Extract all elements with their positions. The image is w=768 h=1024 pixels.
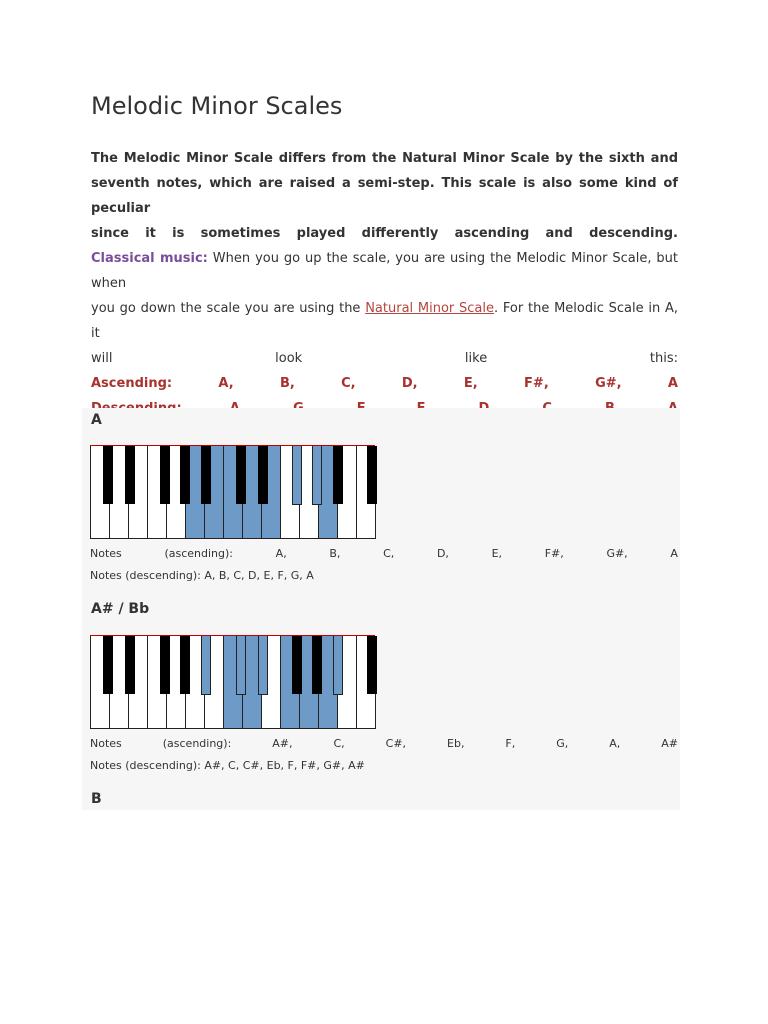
black-key xyxy=(180,636,190,694)
note: E, xyxy=(491,547,503,560)
classical-line-2 xyxy=(91,296,678,346)
black-key xyxy=(367,446,377,504)
note: B, xyxy=(279,376,295,391)
black-key xyxy=(201,446,211,504)
note: D, xyxy=(401,376,418,391)
black-key xyxy=(367,636,377,694)
note: A# xyxy=(661,737,678,750)
word: like xyxy=(464,351,488,366)
notes-descending: Notes (descending): A#, C, C#, Eb, F, F#, G#, A# xyxy=(90,759,365,772)
note: A, xyxy=(275,547,287,560)
black-key xyxy=(125,446,135,504)
note: G#, xyxy=(606,547,628,560)
black-key xyxy=(258,446,268,504)
classical-text-2b: . For the Melodic Scale in A, it xyxy=(91,301,678,341)
ascending-row xyxy=(91,371,678,396)
black-key-highlighted xyxy=(201,636,211,695)
black-key-highlighted xyxy=(258,636,268,695)
black-key xyxy=(160,446,170,504)
page-title: Melodic Minor Scales xyxy=(91,92,343,120)
note: F, xyxy=(505,737,516,750)
black-key xyxy=(103,636,113,694)
black-key xyxy=(103,446,113,504)
note: C, xyxy=(333,737,345,750)
intro-line-3: since it is sometimes played differently ascending and descending. xyxy=(91,226,678,241)
piano-keyboard-a-sharp xyxy=(90,635,375,729)
black-key xyxy=(312,636,322,694)
note: C#, xyxy=(385,737,407,750)
black-key xyxy=(180,446,190,504)
section-title-a-sharp: A# / Bb xyxy=(91,601,150,617)
note: B, xyxy=(329,547,341,560)
note: Eb, xyxy=(447,737,465,750)
note: A, xyxy=(609,737,621,750)
natural-minor-scale-link[interactable]: Natural Minor Scale xyxy=(365,301,495,316)
black-key xyxy=(125,636,135,694)
section-title-b: B xyxy=(91,791,102,807)
note: E, xyxy=(463,376,478,391)
note: F#, xyxy=(524,376,549,391)
notes-word: Notes xyxy=(90,547,122,560)
classical-line-3 xyxy=(91,346,678,371)
notes-block-a-sharp xyxy=(90,733,678,777)
classical-label: Classical music: xyxy=(91,251,208,266)
black-key-highlighted xyxy=(292,446,302,505)
word: will xyxy=(91,351,113,366)
note: A xyxy=(667,376,678,391)
black-key-highlighted xyxy=(312,446,322,505)
intro-paragraph xyxy=(91,146,678,246)
word: look xyxy=(275,351,303,366)
section-title-a: A xyxy=(91,412,102,428)
intro-line-1: The Melodic Minor Scale differs from the Natural Minor Scale by the sixth and xyxy=(91,151,678,166)
note: A xyxy=(670,547,678,560)
black-key-highlighted xyxy=(333,636,343,695)
notes-ascending-row xyxy=(90,733,678,755)
notes-descending: Notes (descending): A, B, C, D, E, F, G, A xyxy=(90,569,314,582)
piano-keyboard-a xyxy=(90,445,375,539)
notes-word: Notes xyxy=(90,737,122,750)
word: this: xyxy=(649,351,678,366)
classical-line-1 xyxy=(91,246,678,296)
note: G, xyxy=(556,737,569,750)
black-key xyxy=(292,636,302,694)
black-key xyxy=(333,446,343,504)
classical-text-2a: you go down the scale you are using the xyxy=(91,301,366,316)
intro-line-2: seventh notes, which are raised a semi-step. This scale is also some kind of peculiar xyxy=(91,176,678,216)
notes-block-a xyxy=(90,543,678,587)
ascending-label: Ascending: xyxy=(91,376,173,391)
classical-text-1: When you go up the scale, you are using the Melodic Minor Scale, but when xyxy=(91,251,679,291)
notes-word: (ascending): xyxy=(164,547,233,560)
notes-ascending-row xyxy=(90,543,678,565)
note: C, xyxy=(341,376,356,391)
note: F#, xyxy=(544,547,564,560)
note: G#, xyxy=(595,376,622,391)
black-key xyxy=(236,446,246,504)
note: A#, xyxy=(272,737,293,750)
notes-word: (ascending): xyxy=(162,737,232,750)
black-key-highlighted xyxy=(236,636,246,695)
note: A, xyxy=(218,376,234,391)
note: C, xyxy=(383,547,395,560)
black-key xyxy=(160,636,170,694)
note: D, xyxy=(436,547,449,560)
scale-panel xyxy=(82,408,680,810)
